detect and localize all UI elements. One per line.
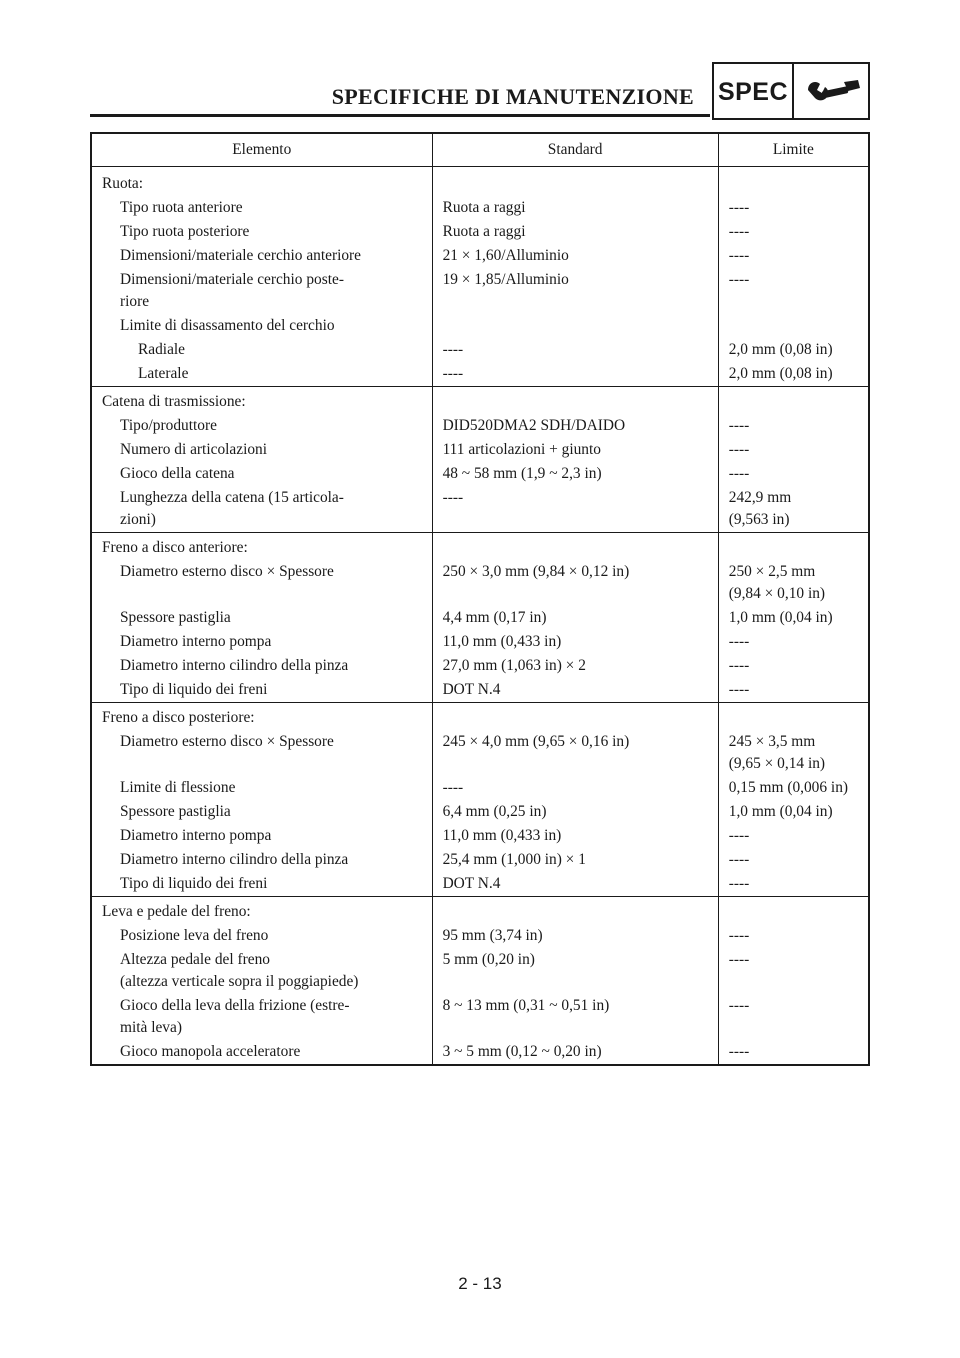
spec-item-cell: Ruota: [91, 167, 432, 197]
table-row [91, 338, 869, 362]
spec-standard-cell: 95 mm (3,74 in) [432, 924, 718, 948]
table-row [91, 948, 869, 994]
spec-item-cell: Limite di disassamento del cerchio [91, 314, 432, 338]
spec-standard-cell: 5 mm (0,20 in) [432, 948, 718, 994]
spec-standard-cell [432, 897, 718, 925]
spec-standard-cell: 11,0 mm (0,433 in) [432, 630, 718, 654]
spec-item-cell: Altezza pedale del freno (altezza verticale sopra il poggiapiede) [91, 948, 432, 994]
table-body [91, 167, 869, 1066]
spec-standard-cell: 3 ~ 5 mm (0,12 ~ 0,20 in) [432, 1040, 718, 1065]
spec-item-cell: Posizione leva del freno [91, 924, 432, 948]
table-row [91, 244, 869, 268]
wrench-icon [804, 76, 862, 110]
spec-limit-cell: 242,9 mm (9,563 in) [728, 489, 792, 528]
spec-limit-cell [718, 703, 869, 731]
spec-standard-cell: 8 ~ 13 mm (0,31 ~ 0,51 in) [432, 994, 718, 1040]
table-row [91, 438, 869, 462]
spec-limit-cell [718, 897, 869, 925]
spec-limit-cell: ---- [728, 223, 750, 240]
spec-limit-cell: ---- [728, 657, 750, 674]
table-section-row [91, 387, 869, 415]
spec-limit-cell [718, 387, 869, 415]
table-section-row [91, 703, 869, 731]
spec-item-cell: Spessore pastiglia [91, 606, 432, 630]
maintenance-spec-table [90, 132, 870, 1066]
spec-item-cell: Laterale [91, 362, 432, 387]
table-row [91, 268, 869, 314]
spec-standard-cell: 4,4 mm (0,17 in) [432, 606, 718, 630]
table-row [91, 730, 869, 776]
table-row [91, 462, 869, 486]
spec-standard-cell [432, 387, 718, 415]
spec-item-cell: Freno a disco anteriore: [91, 533, 432, 561]
spec-limit-cell: ---- [728, 927, 750, 944]
spec-limit-cell: ---- [728, 271, 750, 288]
header-rule [90, 114, 710, 117]
spec-standard-cell: DOT N.4 [432, 678, 718, 703]
table-row [91, 196, 869, 220]
spec-badge-label: SPEC [717, 78, 789, 106]
spec-item-cell: Tipo di liquido dei freni [91, 678, 432, 703]
table-row [91, 924, 869, 948]
spec-standard-cell: 11,0 mm (0,433 in) [432, 824, 718, 848]
table-row [91, 872, 869, 897]
column-header-elemento: Elemento [91, 133, 432, 167]
spec-limit-cell [718, 314, 869, 338]
spec-limit-cell: ---- [728, 681, 750, 698]
spec-standard-cell: 6,4 mm (0,25 in) [432, 800, 718, 824]
spec-item-cell: Dimensioni/materiale cerchio poste- riore [91, 268, 432, 314]
spec-limit-cell: ---- [728, 417, 750, 434]
spec-item-cell: Diametro interno cilindro della pinza [91, 654, 432, 678]
table-row [91, 824, 869, 848]
spec-standard-cell: ---- [432, 486, 718, 533]
table-header-row [91, 133, 869, 167]
spec-item-cell: Gioco della catena [91, 462, 432, 486]
spec-item-cell: Freno a disco posteriore: [91, 703, 432, 731]
spec-standard-cell: 48 ~ 58 mm (1,9 ~ 2,3 in) [432, 462, 718, 486]
table-row [91, 848, 869, 872]
spec-limit-cell [718, 167, 869, 197]
spec-item-cell: Spessore pastiglia [91, 800, 432, 824]
spec-item-cell: Diametro esterno disco × Spessore [91, 560, 432, 606]
spec-item-cell: Limite di flessione [91, 776, 432, 800]
page-number: 2 - 13 [458, 1274, 502, 1293]
table-row [91, 800, 869, 824]
table-row [91, 678, 869, 703]
spec-standard-cell: 250 × 3,0 mm (9,84 × 0,12 in) [432, 560, 718, 606]
spec-standard-cell: DID520DMA2 SDH/DAIDO [432, 414, 718, 438]
page-title: SPECIFICHE DI MANUTENZIONE [331, 84, 694, 109]
spec-item-cell: Gioco manopola acceleratore [91, 1040, 432, 1065]
spec-limit-cell: 250 × 2,5 mm (9,84 × 0,10 in) [728, 563, 826, 602]
spec-limit-cell: 1,0 mm (0,04 in) [728, 609, 833, 626]
table-row [91, 560, 869, 606]
spec-standard-cell [432, 533, 718, 561]
spec-item-cell: Diametro interno pompa [91, 824, 432, 848]
spec-standard-cell: 111 articolazioni + giunto [432, 438, 718, 462]
spec-standard-cell [432, 703, 718, 731]
table-row [91, 776, 869, 800]
table-row [91, 654, 869, 678]
table-row [91, 486, 869, 533]
table-row [91, 630, 869, 654]
spec-limit-cell: ---- [728, 951, 750, 968]
spec-limit-cell: ---- [728, 1043, 750, 1060]
spec-limit-cell: ---- [728, 997, 750, 1014]
spec-item-cell: Lunghezza della catena (15 articola- zioni) [91, 486, 432, 533]
spec-limit-cell: ---- [728, 633, 750, 650]
table-row [91, 362, 869, 387]
spec-item-cell: Diametro esterno disco × Spessore [91, 730, 432, 776]
spec-limit-cell: 1,0 mm (0,04 in) [728, 803, 833, 820]
spec-item-cell: Diametro interno pompa [91, 630, 432, 654]
spec-limit-cell: 2,0 mm (0,08 in) [728, 341, 833, 358]
spec-standard-cell [432, 167, 718, 197]
table-row [91, 606, 869, 630]
spec-standard-cell: Ruota a raggi [432, 196, 718, 220]
page-header [90, 62, 870, 122]
table-section-row [91, 167, 869, 197]
table-row [91, 414, 869, 438]
spec-item-cell: Gioco della leva della frizione (estre- mità leva) [91, 994, 432, 1040]
table-row [91, 314, 869, 338]
spec-standard-cell: ---- [432, 338, 718, 362]
spec-limit-cell: ---- [728, 851, 750, 868]
spec-standard-cell [432, 314, 718, 338]
table-row [91, 220, 869, 244]
table-section-row [91, 897, 869, 925]
table-row [91, 1040, 869, 1065]
table-row [91, 994, 869, 1040]
spec-item-cell: Radiale [91, 338, 432, 362]
spec-item-cell: Tipo ruota anteriore [91, 196, 432, 220]
spec-item-cell: Diametro interno cilindro della pinza [91, 848, 432, 872]
spec-limit-cell [718, 533, 869, 561]
spec-limit-cell: ---- [728, 827, 750, 844]
spec-limit-cell: ---- [728, 875, 750, 892]
spec-item-cell: Numero di articolazioni [91, 438, 432, 462]
spec-limit-cell: ---- [728, 465, 750, 482]
tool-badge [792, 62, 870, 120]
spec-limit-cell: 0,15 mm (0,006 in) [728, 779, 849, 796]
spec-standard-cell: DOT N.4 [432, 872, 718, 897]
spec-limit-cell: 2,0 mm (0,08 in) [728, 365, 833, 382]
spec-standard-cell: Ruota a raggi [432, 220, 718, 244]
spec-standard-cell: 21 × 1,60/Alluminio [432, 244, 718, 268]
spec-limit-cell: ---- [728, 247, 750, 264]
spec-item-cell: Tipo di liquido dei freni [91, 872, 432, 897]
spec-standard-cell: 27,0 mm (1,063 in) × 2 [432, 654, 718, 678]
spec-standard-cell: ---- [432, 776, 718, 800]
table-section-row [91, 533, 869, 561]
spec-standard-cell: 245 × 4,0 mm (9,65 × 0,16 in) [432, 730, 718, 776]
column-header-standard: Standard [432, 133, 718, 167]
spec-item-cell: Dimensioni/materiale cerchio anteriore [91, 244, 432, 268]
spec-item-cell: Tipo ruota posteriore [91, 220, 432, 244]
spec-standard-cell: ---- [432, 362, 718, 387]
column-header-limite: Limite [718, 133, 869, 167]
spec-item-cell: Catena di trasmissione: [91, 387, 432, 415]
spec-limit-cell: 245 × 3,5 mm (9,65 × 0,14 in) [728, 733, 826, 772]
spec-item-cell: Leva e pedale del freno: [91, 897, 432, 925]
spec-badge [712, 62, 794, 120]
spec-limit-cell: ---- [728, 441, 750, 458]
spec-standard-cell: 25,4 mm (1,000 in) × 1 [432, 848, 718, 872]
spec-item-cell: Tipo/produttore [91, 414, 432, 438]
spec-limit-cell: ---- [728, 199, 750, 216]
spec-standard-cell: 19 × 1,85/Alluminio [432, 268, 718, 314]
